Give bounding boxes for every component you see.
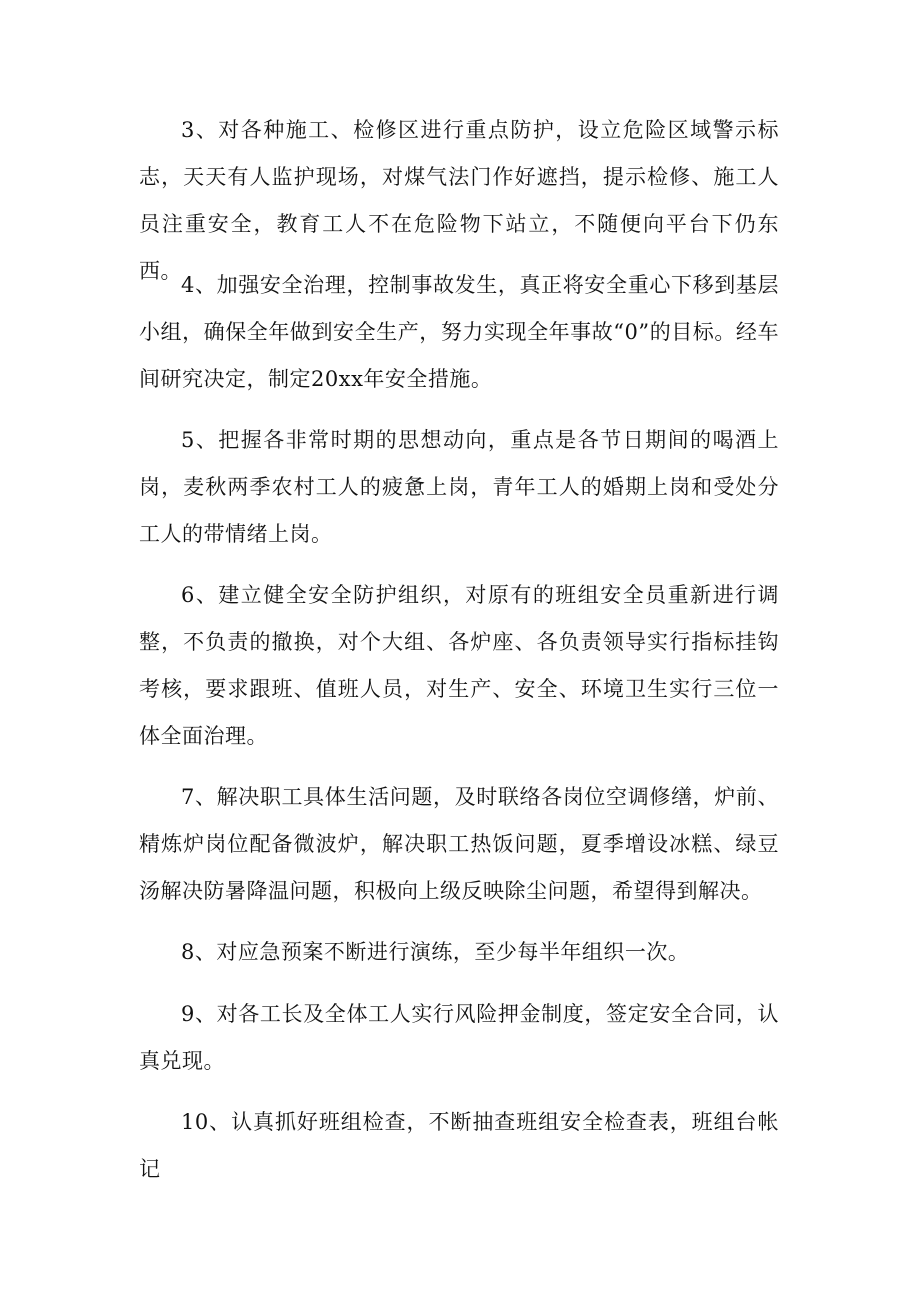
paragraph-item-7: 7、解决职工具体生活问题，及时联络各岗位空调修缮，炉前、精炼炉岗位配备微波炉，解决职工热饭问题，夏季增设冰糕、绿豆汤解决防暑降温问题，积极向上级反映除尘问题，希望得到解决。: [139, 785, 779, 903]
paragraph-item-3: 3、对各种施工、检修区进行重点防护，设立危险区域警示标志，天天有人监护现场，对煤气法门作好遮挡，提示检修、施工人员注重安全，教育工人不在危险物下站立，不随便向平台下仍东西。: [139, 118, 779, 283]
paragraph-item-4: 4、加强安全治理，控制事故发生，真正将安全重心下移到基层小组，确保全年做到安全生产，努力实现全年事故“0”的目标。经车间研究决定，制定20xx年安全措施。: [139, 273, 779, 391]
paragraph-item-8: 8、对应急预案不断进行演练，至少每半年组织一次。: [181, 940, 690, 964]
paragraph-item-9: 9、对各工长及全体工人实行风险押金制度，签定安全合同，认真兑现。: [139, 1002, 779, 1073]
paragraph-item-5: 5、把握各非常时期的思想动向，重点是各节日期间的喝酒上岗，麦秋两季农村工人的疲惫上岗，青年工人的婚期上岗和受处分工人的带情绪上岗。: [139, 428, 779, 546]
paragraph-item-6: 6、建立健全安全防护组织，对原有的班组安全员重新进行调整，不负责的撤换，对个大组、各炉座、各负责领导实行指标挂钩考核，要求跟班、值班人员，对生产、安全、环境卫生实行三位一体全面治理。: [139, 583, 779, 748]
paragraph-item-10: 10、认真抓好班组检查，不断抽查班组安全检查表，班组台帐记: [139, 1110, 779, 1181]
